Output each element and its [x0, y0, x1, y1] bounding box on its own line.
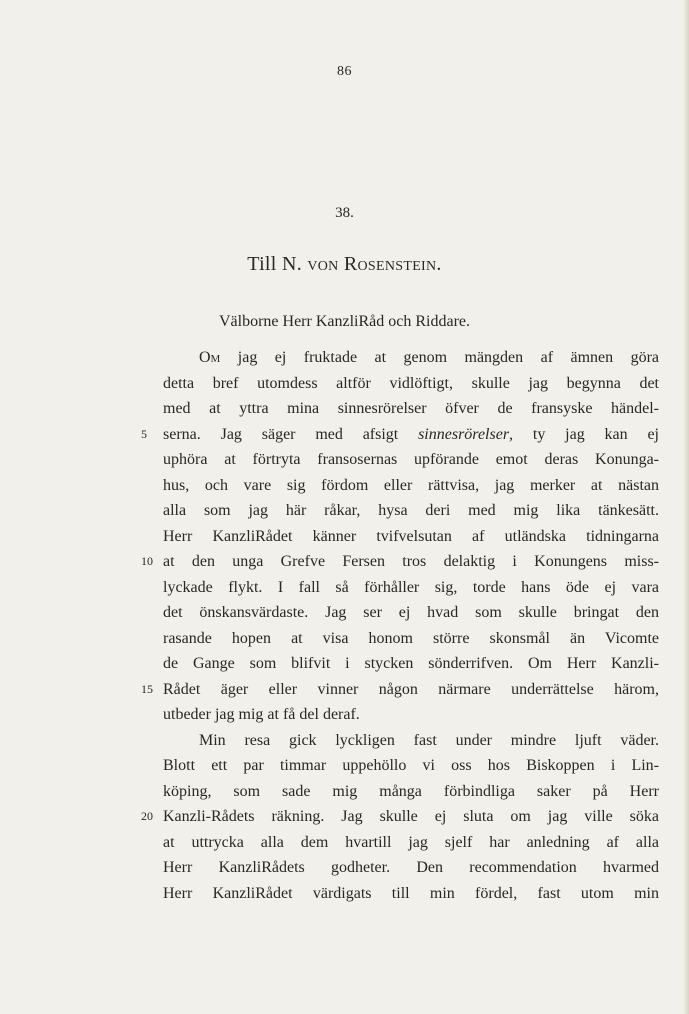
line-text: de Gange som blifvit i stycken sönderrifven. Om Herr Kanzli- [163, 655, 659, 672]
text-line [163, 371, 659, 397]
text-line [163, 524, 659, 550]
line-text: at uttrycka alla dem hvartill jag sjelf har anledning af alla [163, 833, 659, 851]
line-text: detta bref utomdess altför vidlöftigt, skulle jag begynna det [163, 374, 659, 392]
salutation: Välborne Herr KanzliRåd och Riddare. [218, 313, 470, 330]
text-line [163, 753, 659, 779]
letter-number: 38. [335, 205, 354, 221]
line-text: Herr KanzliRådets godheter. Den recommendation hvarmed [163, 859, 659, 876]
text-line [163, 702, 659, 728]
line-number: 20 [141, 809, 153, 823]
text-line [163, 498, 659, 524]
line-text: med at yttra mina sinnesrörelser öfver de fransyske händel- [163, 400, 659, 417]
letter-body [141, 345, 659, 906]
text-line [163, 881, 659, 907]
text-line [141, 422, 659, 448]
text-line [163, 473, 659, 499]
text-line [163, 575, 659, 601]
line-text: sinnesrörelser [418, 425, 510, 443]
line-text: köping, som sade mig många förbindliga saker på Herr [163, 782, 659, 800]
text-line [163, 779, 659, 805]
line-text: Herr KanzliRådet värdigats till min fördel, fast utom min [163, 884, 659, 902]
text-line [163, 345, 659, 371]
line-text: jag ej fruktade at genom mängden af ämnen göra [220, 349, 659, 366]
line-text: serna. Jag säger med afsigt [163, 425, 419, 443]
title-von: von [307, 253, 339, 275]
text-line [163, 728, 659, 754]
line-text: Rådet äger eller vinner någon närmare underrättelse härom, [163, 680, 659, 698]
page-edge [683, 0, 689, 1014]
line-text: det önskansvärdaste. Jag ser ej hvad som skulle bringat den [163, 604, 659, 621]
text-line [163, 855, 659, 881]
line-text: alla som jag här råkar, hysa deri med mig lika tänkesätt. [163, 502, 659, 519]
title-prefix: Till N. [247, 253, 302, 275]
text-line [163, 651, 659, 677]
letter-title [0, 253, 689, 276]
text-line [163, 626, 659, 652]
line-text: Om [199, 349, 221, 366]
line-number: 5 [141, 426, 147, 441]
line-text: at den unga Grefve Fersen tros delaktig i Konungens miss- [163, 553, 659, 570]
line-text: lyckade flykt. I fall så förhåller sig, torde hans öde ej vara [163, 578, 659, 596]
line-text: hus, och vare sig fördom eller rättvisa, jag merker at nästan [163, 476, 659, 494]
text-line [163, 600, 659, 626]
line-text: uphöra at förtryta fransosernas upförande emot deras Konunga- [163, 451, 659, 468]
line-number: 15 [141, 681, 153, 696]
page-number: 86 [337, 64, 352, 79]
text-line [141, 677, 659, 703]
title-name: Rosenstein. [343, 253, 442, 275]
line-text: Blott ett par timmar uppehöllo vi oss hos Biskoppen i Lin- [163, 757, 659, 774]
text-line [163, 447, 659, 473]
line-text: Kanzli-Rådets räkning. Jag skulle ej sluta om jag ville söka [163, 808, 659, 825]
line-text: rasande hopen at visa honom större skonsmål än Vicomte [163, 629, 659, 647]
line-text: Min resa gick lyckligen fast under mindre ljuft väder. [199, 731, 659, 749]
text-line [163, 396, 659, 422]
line-number: 10 [141, 554, 153, 568]
text-line [163, 830, 659, 856]
line-text: , ty jag kan ej [509, 425, 659, 443]
line-text: Herr KanzliRådet känner tvifvelsutan af utländska tidningarna [163, 527, 659, 545]
text-line [141, 549, 659, 575]
text-line [141, 804, 659, 830]
line-text: utbeder jag mig at få del deraf. [163, 706, 360, 723]
